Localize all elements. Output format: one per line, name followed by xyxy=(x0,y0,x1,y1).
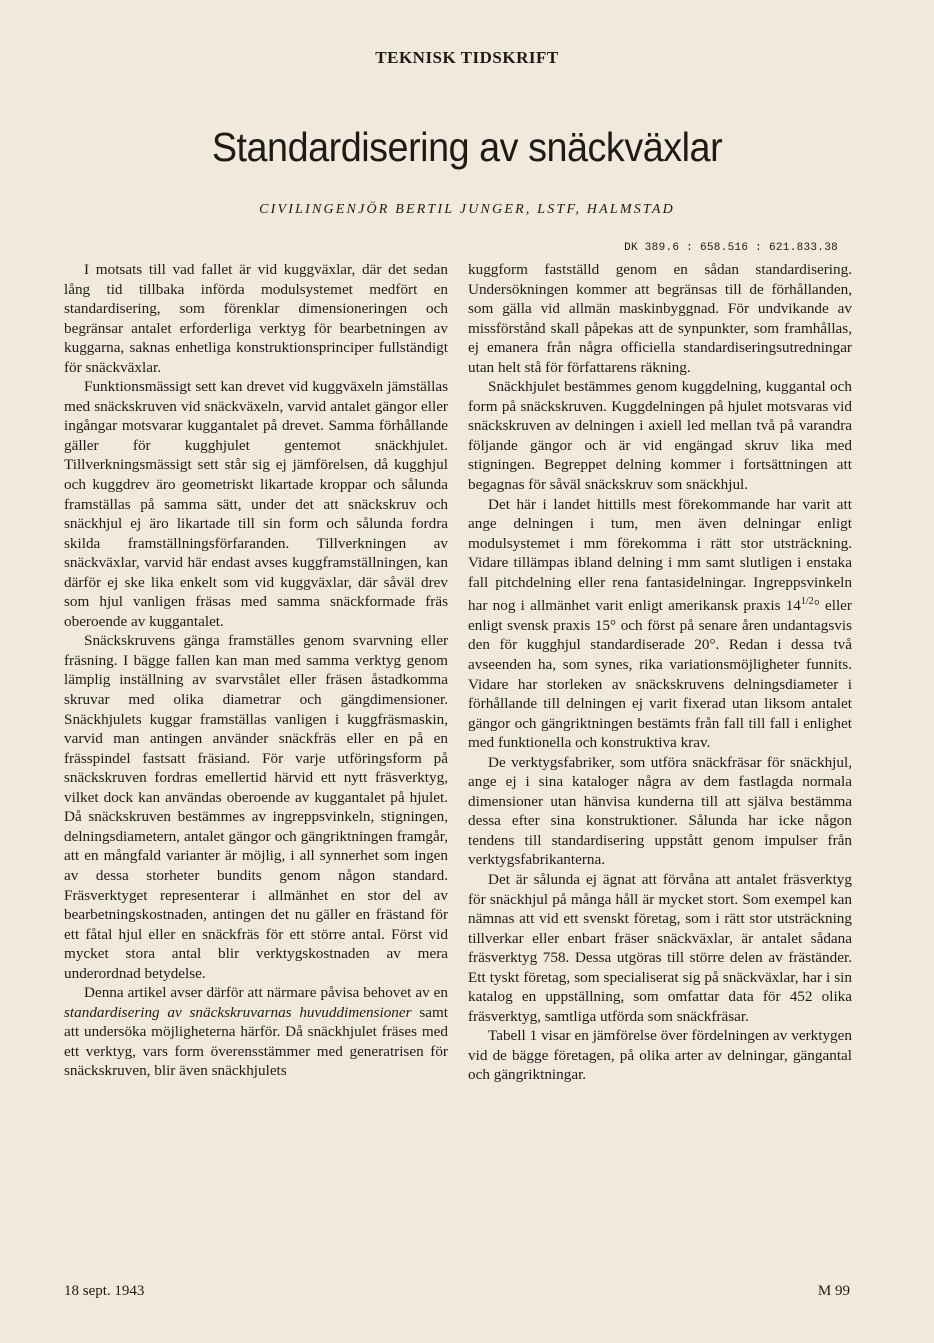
paragraph: Funktionsmässigt sett kan drevet vid kuggväxeln jämställas med snäckskruven vid snäckväxeln, varvid antalet gängor eller ingångar motsvarar kuggantalet på drevet. Samma förhållande gäller för kugghjulet gentemot snäckhjulet. Tillverkningsmässigt sett står sig ej jämförelsen, då kugghjul och kuggdrev äro geometriskt likartade kroppar och sålunda framställas på samma sätt, under det att snäckskruv och snäckhjul ej äro likartade till sin form och sålunda fordra skilda framställningsförfaranden. Tillverkningen av snäckväxlar, varvid här endast avses kuggframställningen, kan därför ej ske lika enkelt som vid kuggväxlar, där såväl drev som hjul vanligen fräsas med samma snäckformade fräs oberoende av kuggantalet. xyxy=(64,378,448,630)
paragraph: I motsats till vad fallet är vid kuggväxlar, där det sedan lång tid tillbaka införda modulsystemet medfört en standardisering, som förenklar dimensioneringen och begränsar antalet erforderliga verktyg för bearbetningen av kuggarna, saknas enhetliga konstruktionsprinciper fullständigt för snäckväxlar. xyxy=(64,261,448,376)
paragraph-text: samt att undersöka möjligheterna härför. Då snäckhjulet fräses med ett verktyg, vars form överensstämmer med generatrisen för snäckskruven, blir även snäckhjulets xyxy=(64,1003,448,1080)
left-column xyxy=(64,260,448,1081)
page-number: M 99 xyxy=(817,1283,850,1299)
paragraph: Snäckskruvens gänga framställes genom svarvning eller fräsning. I bägge fallen kan man med samma verktyg genom lämplig inställning av svarvstålet eller fräsen åstadkomma skruvar med olika diametrar och gängdimensioner. Snäckhjulets kuggar framställas vanligen i kuggfräsmaskin, varvid man antingen använder snäckfräs eller en på en frässpindel fastsatt fräsiand. För varje utföringsform på snäckskruven fordras emellertid härvid ett nytt fräsverktyg, vilket dock kan användas oberoende av kuggantalet på hjulet. Då snäckskruven bestämmes av ingreppsvinkeln, stigningen, delningsdiametern, antalet gängor och gängriktningen framgår, att en mångfald varianter är möjlig, i all synnerhet som ingen av dessa storheter bundits genom någon standard. Fräsverktyget representerar i allmänhet en stor del av bearbetningskostnaden, antingen det nu gäller en frästand för ett fåtal hjul eller en snäckfräs för ett större antal. Först vid mycket stora antal blir verktygskostnaden av mera underordnad betydelse. xyxy=(64,632,448,982)
paragraph-text: Denna artikel avser därför att närmare påvisa behovet av en xyxy=(84,984,448,1002)
paragraph: Det är sålunda ej ägnat att förvåna att antalet fräsverktyg för snäckhjul på många håll är mycket stort. Som exempel kan nämnas att vid ett svenskt företag, som i rätt stor utsträckning tillverkar eller enbart fräser snäckväxlar, är antalet sådana fräsverktyg 758. Dessa utgöras till större delen av fräständer. Ett tyskt företag, som specialiserat sig på snäckväxlar, har i sin katalog en uppställning, som omfattar data för 452 olika fräsverktyg, samtliga utförda som snäckfräsar. xyxy=(468,871,852,1025)
paragraph: kuggform fastställd genom en sådan standardisering. Undersökningen kommer att begränsas till de förhållanden, som gälla vid allmän maskinbyggnad. För undvikande av missförstånd skall påpekas att de synpunkter, som framhållas, ej emanera från några officiella standardiseringsutredningar utan helt stå för författarens räkning. xyxy=(468,261,852,376)
author-byline: CIVILINGENJÖR BERTIL JUNGER, LSTF, HALMSTAD xyxy=(259,202,675,217)
paragraph xyxy=(468,495,852,753)
paragraph: Tabell 1 visar en jämförelse över fördelningen av verktygen vid de bägge företagen, på olika arter av delningar, gängantal och gängriktningar. xyxy=(468,1027,852,1084)
emphasized-text: standardisering av snäckskruvarnas huvuddimensioner xyxy=(64,1003,412,1021)
paragraph-text: Det här i landet hittills mest förekommande har varit att ange delningen i tum, men även delningar enligt modulsystemet i mm förekomma i rätt stor utsträckning. Vidare tillämpas ibland delning i mm samt slutligen i enstaka fall pitchdelning eller rena fantasidelningar. Ingreppsvinkeln har nog i allmänhet varit enligt amerikansk praxis 14 xyxy=(468,495,852,615)
dk-classification: DK 389.6 : 658.516 : 621.833.38 xyxy=(624,242,838,254)
paragraph: De verktygsfabriker, som utföra snäckfräsar för snäckhjul, ange ej i sina kataloger några av dem fastlagda normala dimensioner utan hänvisa kunderna till att själva bestämma dessa efter sina konstruktioner. Sålunda har icke någon tendens till standardisering uppstått genom impulser från verktygsfabrikanterna. xyxy=(468,753,852,869)
footer-date: 18 sept. 1943 xyxy=(64,1283,145,1299)
paragraph-text: ° eller enligt svensk praxis 15° och först på senare åren undantagsvis den för kugghjul standardiserade 20°. Redan i dessa två avseenden ha, som synes, rika variationsmöjligheter funnits. Vidare har storleken av snäckskruvens delningsdiameter i förhållande till delningen ej varit fixerad utan liksom antalet gängor och gängriktningen bestämts från fall till fall i enlighet med funktionella och konstruktiva krav. xyxy=(468,597,852,752)
journal-name: TEKNISK TIDSKRIFT xyxy=(375,48,559,67)
right-column xyxy=(468,260,852,1085)
paragraph xyxy=(64,983,448,1081)
paragraph: Snäckhjulet bestämmes genom kuggdelning, kuggantal och form på snäckskruven. Kuggdelningen på hjulet motsvaras vid snäckskruven av delningen i axiell led mellan två på varandra följande gängor och är vid engängad skruv lika med stigningen. Begreppet delning kommer i fortsättningen att begagnas för såväl snäckskruv som snäckhjul. xyxy=(468,378,852,494)
article-title: Standardisering av snäckväxlar xyxy=(211,124,723,170)
fraction: 1/2 xyxy=(800,596,814,608)
